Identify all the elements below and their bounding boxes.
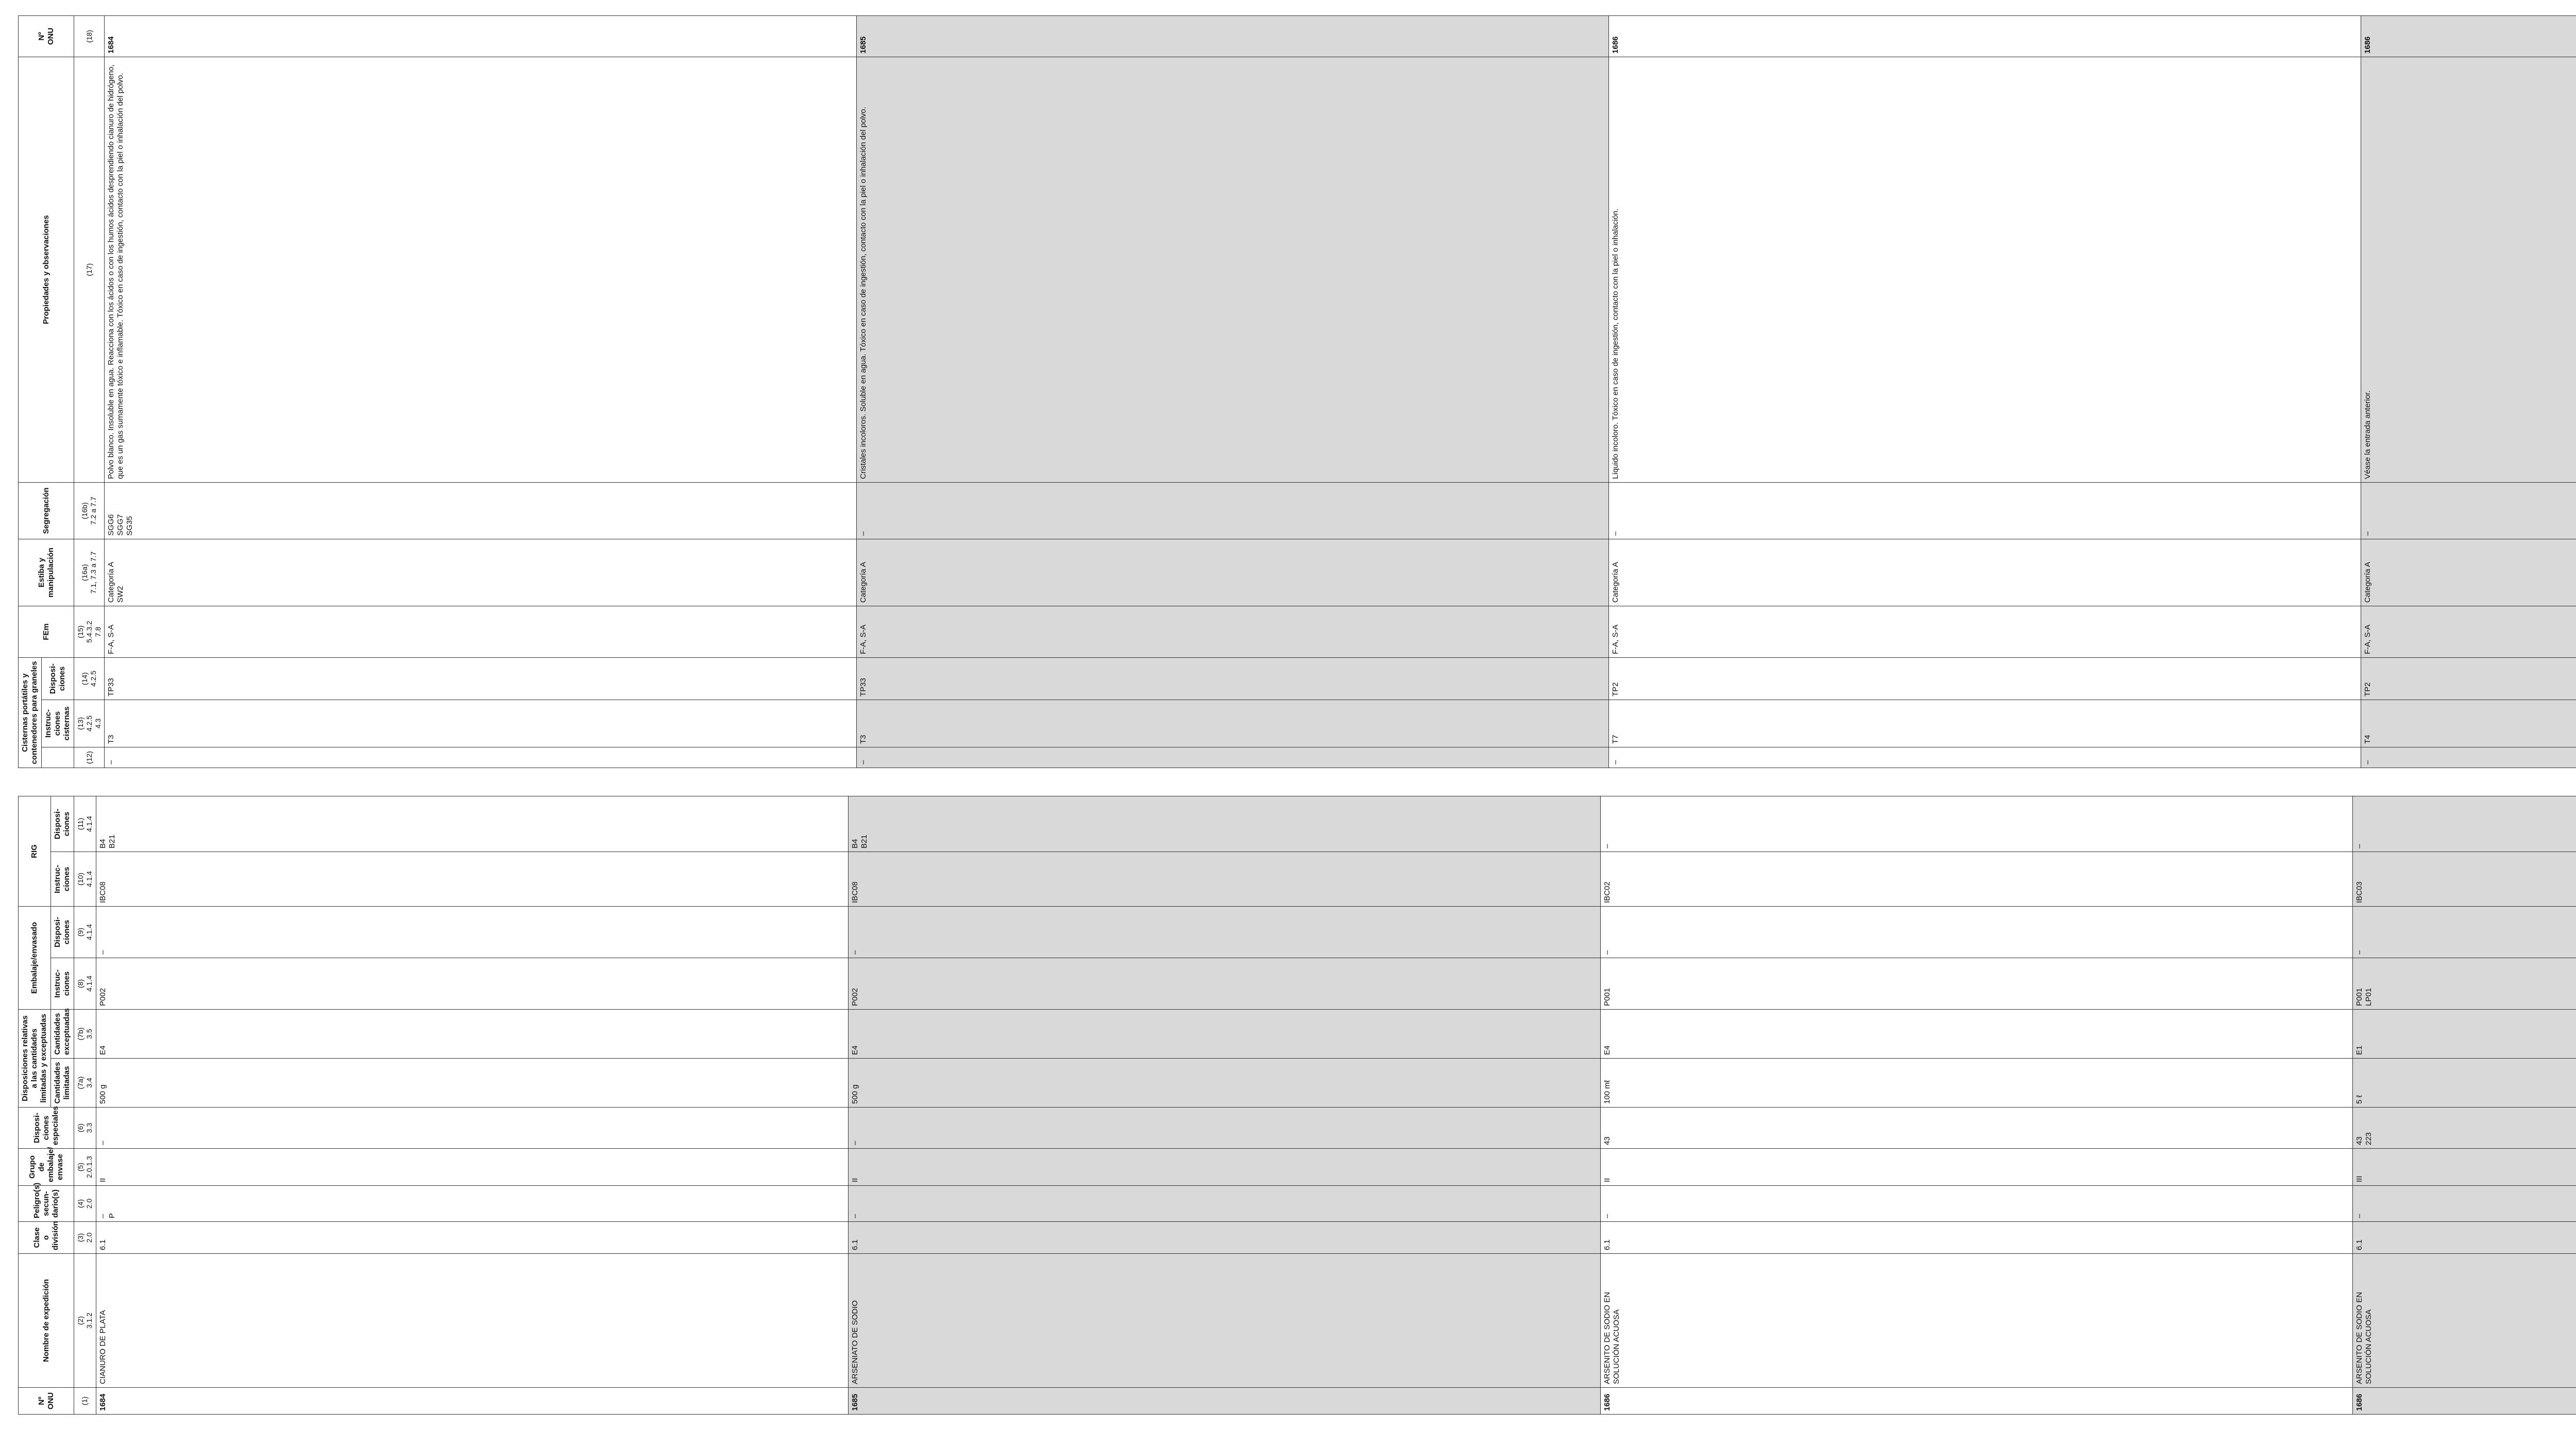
- cell-class: 6.1: [1600, 1222, 2352, 1254]
- column-number: (16b) 7.2 a 7.7: [74, 482, 105, 539]
- cell-special-provisions: 43 223: [2352, 1108, 2576, 1149]
- cell-ibc-provision: B4 B21: [848, 796, 1600, 852]
- header-un-number-right: Nº ONU: [19, 15, 74, 57]
- cell-subsidiary-risk: –: [2352, 1186, 2576, 1222]
- column-number: (12): [74, 747, 105, 768]
- cell-tank-instruction: T3: [105, 700, 857, 747]
- cell-col12: –: [1609, 747, 2361, 768]
- column-number: (6) 3.3: [74, 1108, 96, 1149]
- cell-un-number: 1685: [848, 1388, 1600, 1415]
- table-row: [1609, 15, 2361, 768]
- cell-shipping-name: ARSENITO DE SODIO EN SOLUCIÓN ACUOSA: [2352, 1254, 2576, 1388]
- cell-ibc-provision: B4 B21: [96, 796, 848, 852]
- cell-special-provisions: –: [848, 1108, 1600, 1149]
- cell-segregation: –: [2361, 482, 2576, 539]
- cell-col12: –: [857, 747, 1609, 768]
- table-row: [848, 796, 1600, 1414]
- cell-ems: F-A, S-A: [2361, 606, 2576, 657]
- cell-stowage: Categoría A: [2361, 539, 2576, 606]
- cell-un-number-right: 1686: [1609, 15, 2361, 57]
- cell-tank-provision: TP33: [105, 657, 857, 700]
- cell-col12: –: [105, 747, 857, 768]
- cell-stowage: Categoría A: [1609, 539, 2361, 606]
- column-number: (18): [74, 15, 105, 57]
- cell-segregation: –: [1609, 482, 2361, 539]
- table-row: [2352, 796, 2576, 1414]
- cell-class: 6.1: [2352, 1222, 2576, 1254]
- column-number: (3) 2.0: [74, 1222, 96, 1254]
- cell-shipping-name: ARSENITO DE SODIO EN SOLUCIÓN ACUOSA: [1600, 1254, 2352, 1388]
- header-packing-group-title: Embalaje/envasado: [19, 906, 51, 1009]
- column-number: (1): [74, 1388, 96, 1415]
- header-ibc-provisions: Disposi- ciones: [51, 796, 74, 852]
- cell-packing-instruction: P001: [1600, 958, 2352, 1010]
- cell-packing-group: III: [2352, 1149, 2576, 1186]
- cell-properties: Cristales incoloros. Soluble en agua. Tóxico en caso de ingestión, contacto con la piel o inhalación del polvo.: [857, 57, 1609, 482]
- cell-properties: Véase la entrada anterior.: [2361, 57, 2576, 482]
- cell-packing-provision: –: [1600, 906, 2352, 958]
- column-number: (2) 3.1.2: [74, 1254, 96, 1388]
- header-un-number: Nº ONU: [19, 1388, 74, 1415]
- cell-special-provisions: –: [96, 1108, 848, 1149]
- table-row: [105, 15, 857, 768]
- header-shipping-name: Nombre de expedición: [19, 1254, 74, 1388]
- cell-tank-provision: TP2: [2361, 657, 2576, 700]
- dangerous-goods-list-right: [18, 15, 2576, 768]
- header-ibc-group: RIG: [19, 796, 51, 906]
- header-special-provisions: Disposi- ciones especiales: [19, 1108, 74, 1149]
- cell-subsidiary-risk: – P: [96, 1186, 848, 1222]
- header-packing-instructions: Instruc- ciones: [51, 958, 74, 1010]
- header-segregation: Segregación: [19, 482, 74, 539]
- header-tanks-group: Cisternas portátiles y contenedores para graneles: [19, 657, 42, 768]
- header-limited-excepted-group: Disposiciones relativas a las cantidades limitadas y exceptuadas: [19, 1010, 51, 1108]
- cell-un-number: 1686: [1600, 1388, 2352, 1415]
- cell-stowage: Categoría A: [857, 539, 1609, 606]
- cell-shipping-name: CIANURO DE PLATA: [96, 1254, 848, 1388]
- cell-excepted-quantity: E4: [1600, 1010, 2352, 1059]
- cell-packing-provision: –: [2352, 906, 2576, 958]
- header-excepted-quantities: Cantidades exceptuadas: [51, 1010, 74, 1059]
- cell-un-number-right: 1685: [857, 15, 1609, 57]
- cell-ems: F-A, S-A: [1609, 606, 2361, 657]
- cell-tank-instruction: T4: [2361, 700, 2576, 747]
- header-ems: FEm: [19, 606, 74, 657]
- header-col12: [42, 747, 74, 768]
- column-number: (17): [74, 57, 105, 482]
- cell-class: 6.1: [848, 1222, 1600, 1254]
- cell-packing-group: II: [1600, 1149, 2352, 1186]
- cell-special-provisions: 43: [1600, 1108, 2352, 1149]
- header-stowage: Estiba y manipulación: [19, 539, 74, 606]
- cell-col12: –: [2361, 747, 2576, 768]
- column-number: (15) 5.4.3.2 7.8: [74, 606, 105, 657]
- cell-limited-quantity: 100 mℓ: [1600, 1059, 2352, 1108]
- cell-ibc-provision: –: [2352, 796, 2576, 852]
- cell-limited-quantity: 500 g: [848, 1059, 1600, 1108]
- cell-shipping-name: ARSENIATO DE SODIO: [848, 1254, 1600, 1388]
- cell-packing-instruction: P002: [848, 958, 1600, 1010]
- column-number: (5) 2.0.1.3: [74, 1149, 96, 1186]
- cell-excepted-quantity: E1: [2352, 1010, 2576, 1059]
- cell-ems: F-A, S-A: [857, 606, 1609, 657]
- header-subsidiary-risk: Peligro(s) secun- dario(s): [19, 1186, 74, 1222]
- cell-excepted-quantity: E4: [96, 1010, 848, 1059]
- column-number: (7a) 3.4: [74, 1059, 96, 1108]
- table-row: [1600, 796, 2352, 1414]
- dangerous-goods-list-left: [18, 796, 2576, 1415]
- column-number: (4) 2.0: [74, 1186, 96, 1222]
- column-number: (11) 4.1.4: [74, 796, 96, 852]
- column-number: (16a) 7.1, 7.3 a 7.7: [74, 539, 105, 606]
- cell-ems: F-A, S-A: [105, 606, 857, 657]
- cell-limited-quantity: 500 g: [96, 1059, 848, 1108]
- header-packing-group: Grupo de embalaje/ envase: [19, 1149, 74, 1186]
- cell-tank-instruction: T3: [857, 700, 1609, 747]
- table-row: [857, 15, 1609, 768]
- cell-un-number: 1684: [96, 1388, 848, 1415]
- cell-segregation: SGG6 SGG7 SG35: [105, 482, 857, 539]
- column-number: (8) 4.1.4: [74, 958, 96, 1010]
- cell-tank-provision: TP2: [1609, 657, 2361, 700]
- cell-un-number: 1686: [2352, 1388, 2576, 1415]
- cell-packing-instruction: P002: [96, 958, 848, 1010]
- cell-packing-provision: –: [848, 906, 1600, 958]
- cell-packing-instruction: P001 LP01: [2352, 958, 2576, 1010]
- cell-properties: Líquido incoloro. Tóxico en caso de ingestión, contacto con la piel o inhalación.: [1609, 57, 2361, 482]
- column-number: (9) 4.1.4: [74, 906, 96, 958]
- cell-subsidiary-risk: –: [848, 1186, 1600, 1222]
- cell-un-number-right: 1684: [105, 15, 857, 57]
- column-number: (7b) 3.5: [74, 1010, 96, 1059]
- header-ibc-instructions: Instruc- ciones: [51, 852, 74, 906]
- cell-packing-group: II: [96, 1149, 848, 1186]
- cell-segregation: –: [857, 482, 1609, 539]
- cell-ibc-instruction: IBC02: [1600, 852, 2352, 906]
- header-packing-provisions: Disposi- ciones: [51, 906, 74, 958]
- table-row: [2361, 15, 2576, 768]
- cell-properties: Polvo blanco. Insoluble en agua. Reacciona con los ácidos o con los humos ácidos desprendiendo cianuro de hidrógeno, que es un gas sumamente tóxico e inflamable. Tóxico en caso de ingestión, contacto con la piel o inhalación del polvo.: [105, 57, 857, 482]
- table-row: [96, 796, 848, 1414]
- cell-ibc-instruction: IBC08: [96, 852, 848, 906]
- cell-class: 6.1: [96, 1222, 848, 1254]
- cell-limited-quantity: 5 ℓ: [2352, 1059, 2576, 1108]
- cell-packing-provision: –: [96, 906, 848, 958]
- cell-ibc-instruction: IBC03: [2352, 852, 2576, 906]
- cell-ibc-instruction: IBC08: [848, 852, 1600, 906]
- column-number: (10) 4.1.4: [74, 852, 96, 906]
- header-tank-provisions: Disposi- ciones: [42, 657, 74, 700]
- header-tank-instructions: Instruc- ciones cisternas: [42, 700, 74, 747]
- column-number: (14) 4.2.5: [74, 657, 105, 700]
- cell-un-number-right: 1686: [2361, 15, 2576, 57]
- cell-packing-group: II: [848, 1149, 1600, 1186]
- header-properties: Propiedades y observaciones: [19, 57, 74, 482]
- cell-subsidiary-risk: –: [1600, 1186, 2352, 1222]
- header-limited-quantities: Cantidades limitadas: [51, 1059, 74, 1108]
- header-class: Clase o división: [19, 1222, 74, 1254]
- cell-tank-instruction: T7: [1609, 700, 2361, 747]
- column-number: (13) 4.2.5 4.3: [74, 700, 105, 747]
- cell-stowage: Categoría A SW2: [105, 539, 857, 606]
- cell-ibc-provision: –: [1600, 796, 2352, 852]
- cell-excepted-quantity: E4: [848, 1010, 1600, 1059]
- cell-tank-provision: TP33: [857, 657, 1609, 700]
